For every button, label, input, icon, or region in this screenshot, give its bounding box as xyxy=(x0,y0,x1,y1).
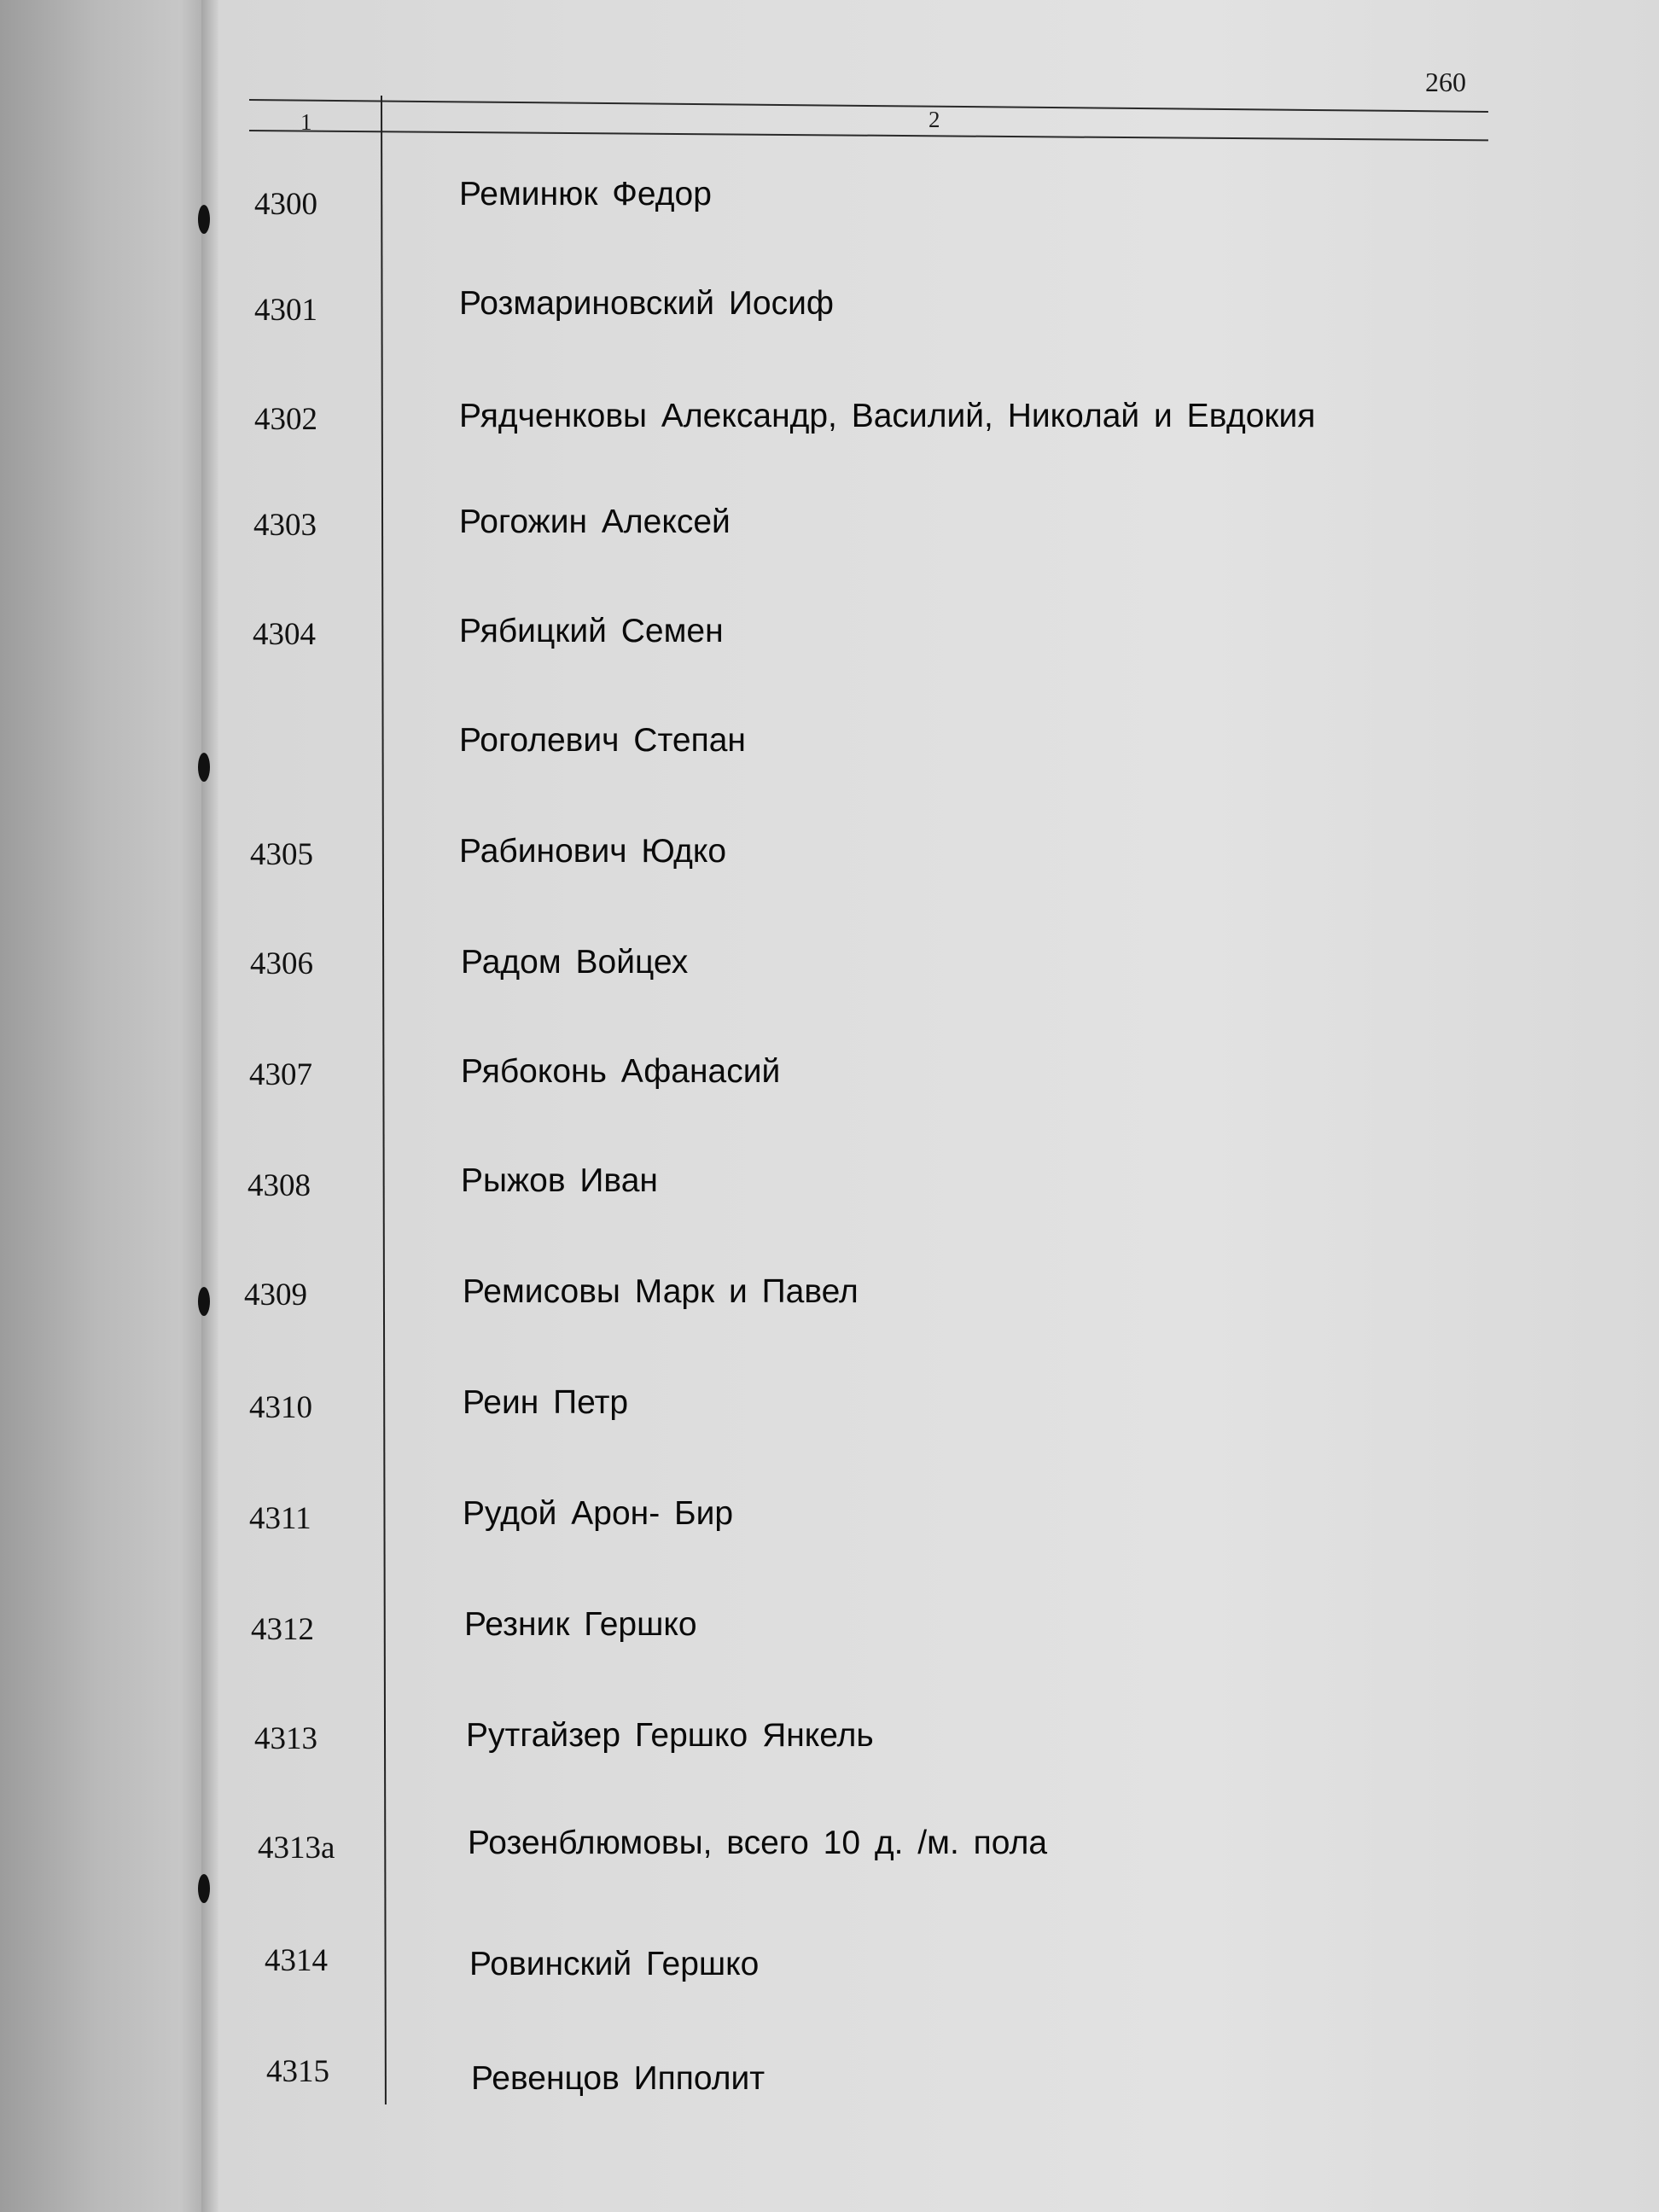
row-number: 4313 xyxy=(254,1721,317,1756)
row-name: Реминюк Федор xyxy=(459,176,712,212)
row-number: 4311 xyxy=(249,1501,311,1536)
row-number: 4306 xyxy=(250,946,313,981)
binding-hole xyxy=(198,753,210,782)
row-number: 4308 xyxy=(247,1168,311,1203)
table-column-divider xyxy=(381,96,387,2104)
document-page xyxy=(213,0,1659,2212)
row-name: Резник Гершко xyxy=(464,1606,697,1643)
row-name: Реин Петр xyxy=(463,1384,629,1421)
row-number: 4304 xyxy=(253,617,316,652)
binding-hole xyxy=(198,1874,210,1903)
row-number: 4315 xyxy=(266,2054,329,2089)
row-number: 4309 xyxy=(244,1278,307,1313)
row-name: Рябицкий Семен xyxy=(459,613,724,649)
table-top-rule xyxy=(249,99,1488,113)
row-number: 4314 xyxy=(265,1943,328,1978)
row-number: 4301 xyxy=(254,293,317,328)
page-number: 260 xyxy=(1425,67,1466,97)
row-name: Рядченковы Александр, Василий, Николай и Евдокия xyxy=(459,398,1316,434)
row-number: 4313а xyxy=(258,1831,335,1866)
row-name: Рыжов Иван xyxy=(461,1162,658,1199)
binding-hole xyxy=(198,1287,210,1316)
column-header-1: 1 xyxy=(300,109,312,135)
row-number: 4305 xyxy=(250,837,313,872)
row-number: 4307 xyxy=(249,1057,312,1092)
row-number: 4312 xyxy=(251,1612,314,1647)
row-name: Розенблюмовы, всего 10 д. /м. пола xyxy=(468,1825,1048,1861)
row-name: Ревенцов Ипполит xyxy=(471,2060,765,2097)
row-number: 4303 xyxy=(253,508,317,543)
column-header-2: 2 xyxy=(928,107,940,132)
previous-page-edge xyxy=(0,0,212,2212)
row-name: Рогожин Алексей xyxy=(459,504,731,540)
table-header-rule xyxy=(249,130,1488,141)
row-name: Рябоконь Афанасий xyxy=(461,1053,781,1090)
row-name: Рутгайзер Гершко Янкель xyxy=(466,1717,874,1754)
row-number: 4302 xyxy=(254,402,317,437)
binding-hole xyxy=(198,205,210,234)
row-name: Ровинский Гершко xyxy=(469,1946,760,1982)
row-number: 4310 xyxy=(249,1390,312,1425)
row-number: 4300 xyxy=(254,187,317,222)
row-name: Розмариновский Иосиф xyxy=(459,285,834,322)
row-name: Ремисовы Марк и Павел xyxy=(463,1273,859,1310)
row-name: Рабинович Юдко xyxy=(459,833,727,870)
row-name: Рудой Арон- Бир xyxy=(463,1495,734,1532)
row-name: Роголевич Степан xyxy=(459,722,746,759)
row-name: Радом Войцех xyxy=(461,944,689,981)
